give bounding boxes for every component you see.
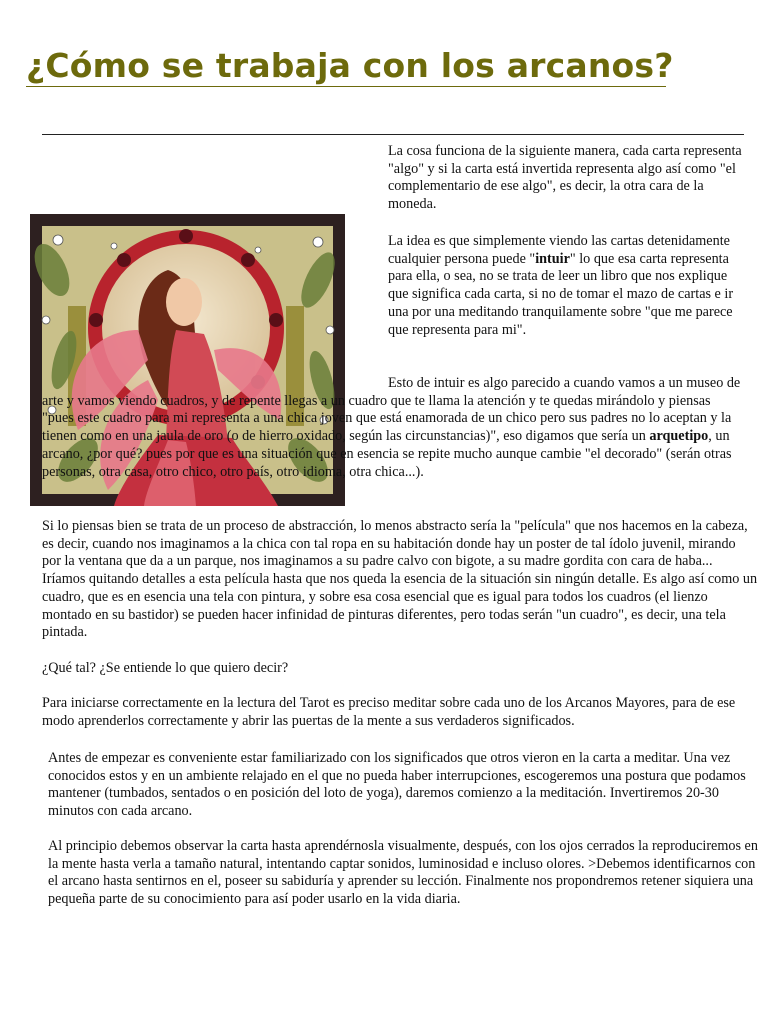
paragraph-2-text-b: " lo que esa carta representa para ella, o sea, no se trata de leer un libro que nos explique que significa cada carta, si no de tomar el mazo de cartas e ir una por una meditando tranquilamente sobre "que me parece que representa para mi".: [388, 250, 734, 338]
paragraph-4: Si lo piensas bien se trata de un proceso de abstracción, lo menos abstracto sería la "película" que nos hacemos en la cabeza, es decir, cuando nos imaginamos a la chica con tal ropa en su habitación donde hay un poster de tal ídolo juvenil, mirando por la ventana que da a un parque, nos imaginamos a su padre calvo con bigote, a su madre gordita con cara de haba... Iríamos quitando detalles a esta película hasta que nos queda la esencia de la situación sin ningún detalle. Es algo así como un cuadro, que es en esencia una tela con pintura, y sobre esa cosa esencial que es igual para todos los cuadros (el lienzo montado en su bastidor) se pueden hacer infinidad de pinturas diferentes, pero todas serán "un cuadro", es decir, una tela pintada.: [42, 518, 758, 641]
paragraph-3-text-a: Esto de intuir es algo parecido a cuando vamos a un museo de arte y vamos viendo cuadros, y de repente llegas a un cuadro que te llama la atención y te quedas mirándolo y piensas "pues este cuadro para mi representa a una chica joven que está enamorada de un chico pero sus padres no lo aceptan y la tienen como en una jaula de oro (o de hierro oxidado, según las circunstancias)", eso digamos que sería un: [42, 375, 741, 445]
page-title: ¿Cómo se trabaja con los arcanos?: [26, 46, 674, 85]
paragraph-7: Antes de empezar es conveniente estar familiarizado con los significados que otros vieron en la carta a meditar. Una vez conocidos estos y en un ambiente relajado en el que no pueda haber interrupciones, escogeremos una postura que podamos mantener (tumbados, sentados o en posición del loto de yoga), daremos comienzo a la meditación. Invertiremos 20-30 minutos con cada arcano.: [48, 750, 746, 820]
paragraph-8: Al principio debemos observar la carta hasta aprendérnosla visualmente, después, con los ojos cerrados la reproduciremos en la mente hasta verla a tamaño natural, intentando captar sonidos, luminosidad e incluso olores. >Debemos identificarnos con el arcano hasta sentirnos en el, poseer su sabiduría y aprender su lección. Finalmente nos propondremos retener siquiera una pequeña parte de su conocimiento para así poder usarlo en la vida diaria.: [48, 838, 758, 908]
paragraph-2-text-a: La idea es que simplemente viendo las cartas detenidamente cualquier persona puede ": [388, 233, 730, 267]
horizontal-divider: [42, 134, 744, 135]
paragraph-2: [388, 233, 748, 339]
paragraph-6: Para iniciarse correctamente en la lectura del Tarot es preciso meditar sobre cada uno de los Arcanos Mayores, para de ese modo aprenderlos correctamente y abrir las puertas de la mente a sus verdaderos significados.: [42, 695, 736, 729]
paragraph-3: [42, 375, 745, 481]
intuir-bold: intuir: [535, 250, 570, 267]
title-underline: [26, 86, 666, 87]
arquetipo-bold: arquetipo: [649, 428, 709, 445]
paragraph-1: La cosa funciona de la siguiente manera, cada carta representa "algo" y si la carta está invertida representa algo así como "el complementario de ese algo", es decir, la otra cara de la moneda.: [388, 143, 742, 213]
paragraph-3-text-b: , un arcano, ¿por qué? pues por que es una situación que en esencia se repite mucho aunque cambie "el decorado" (serán otras personas, otra casa, otro chico, otro país, otro idioma, otra chica...).: [42, 428, 732, 480]
paragraph-5: ¿Qué tal? ¿Se entiende lo que quiero decir?: [42, 660, 289, 676]
